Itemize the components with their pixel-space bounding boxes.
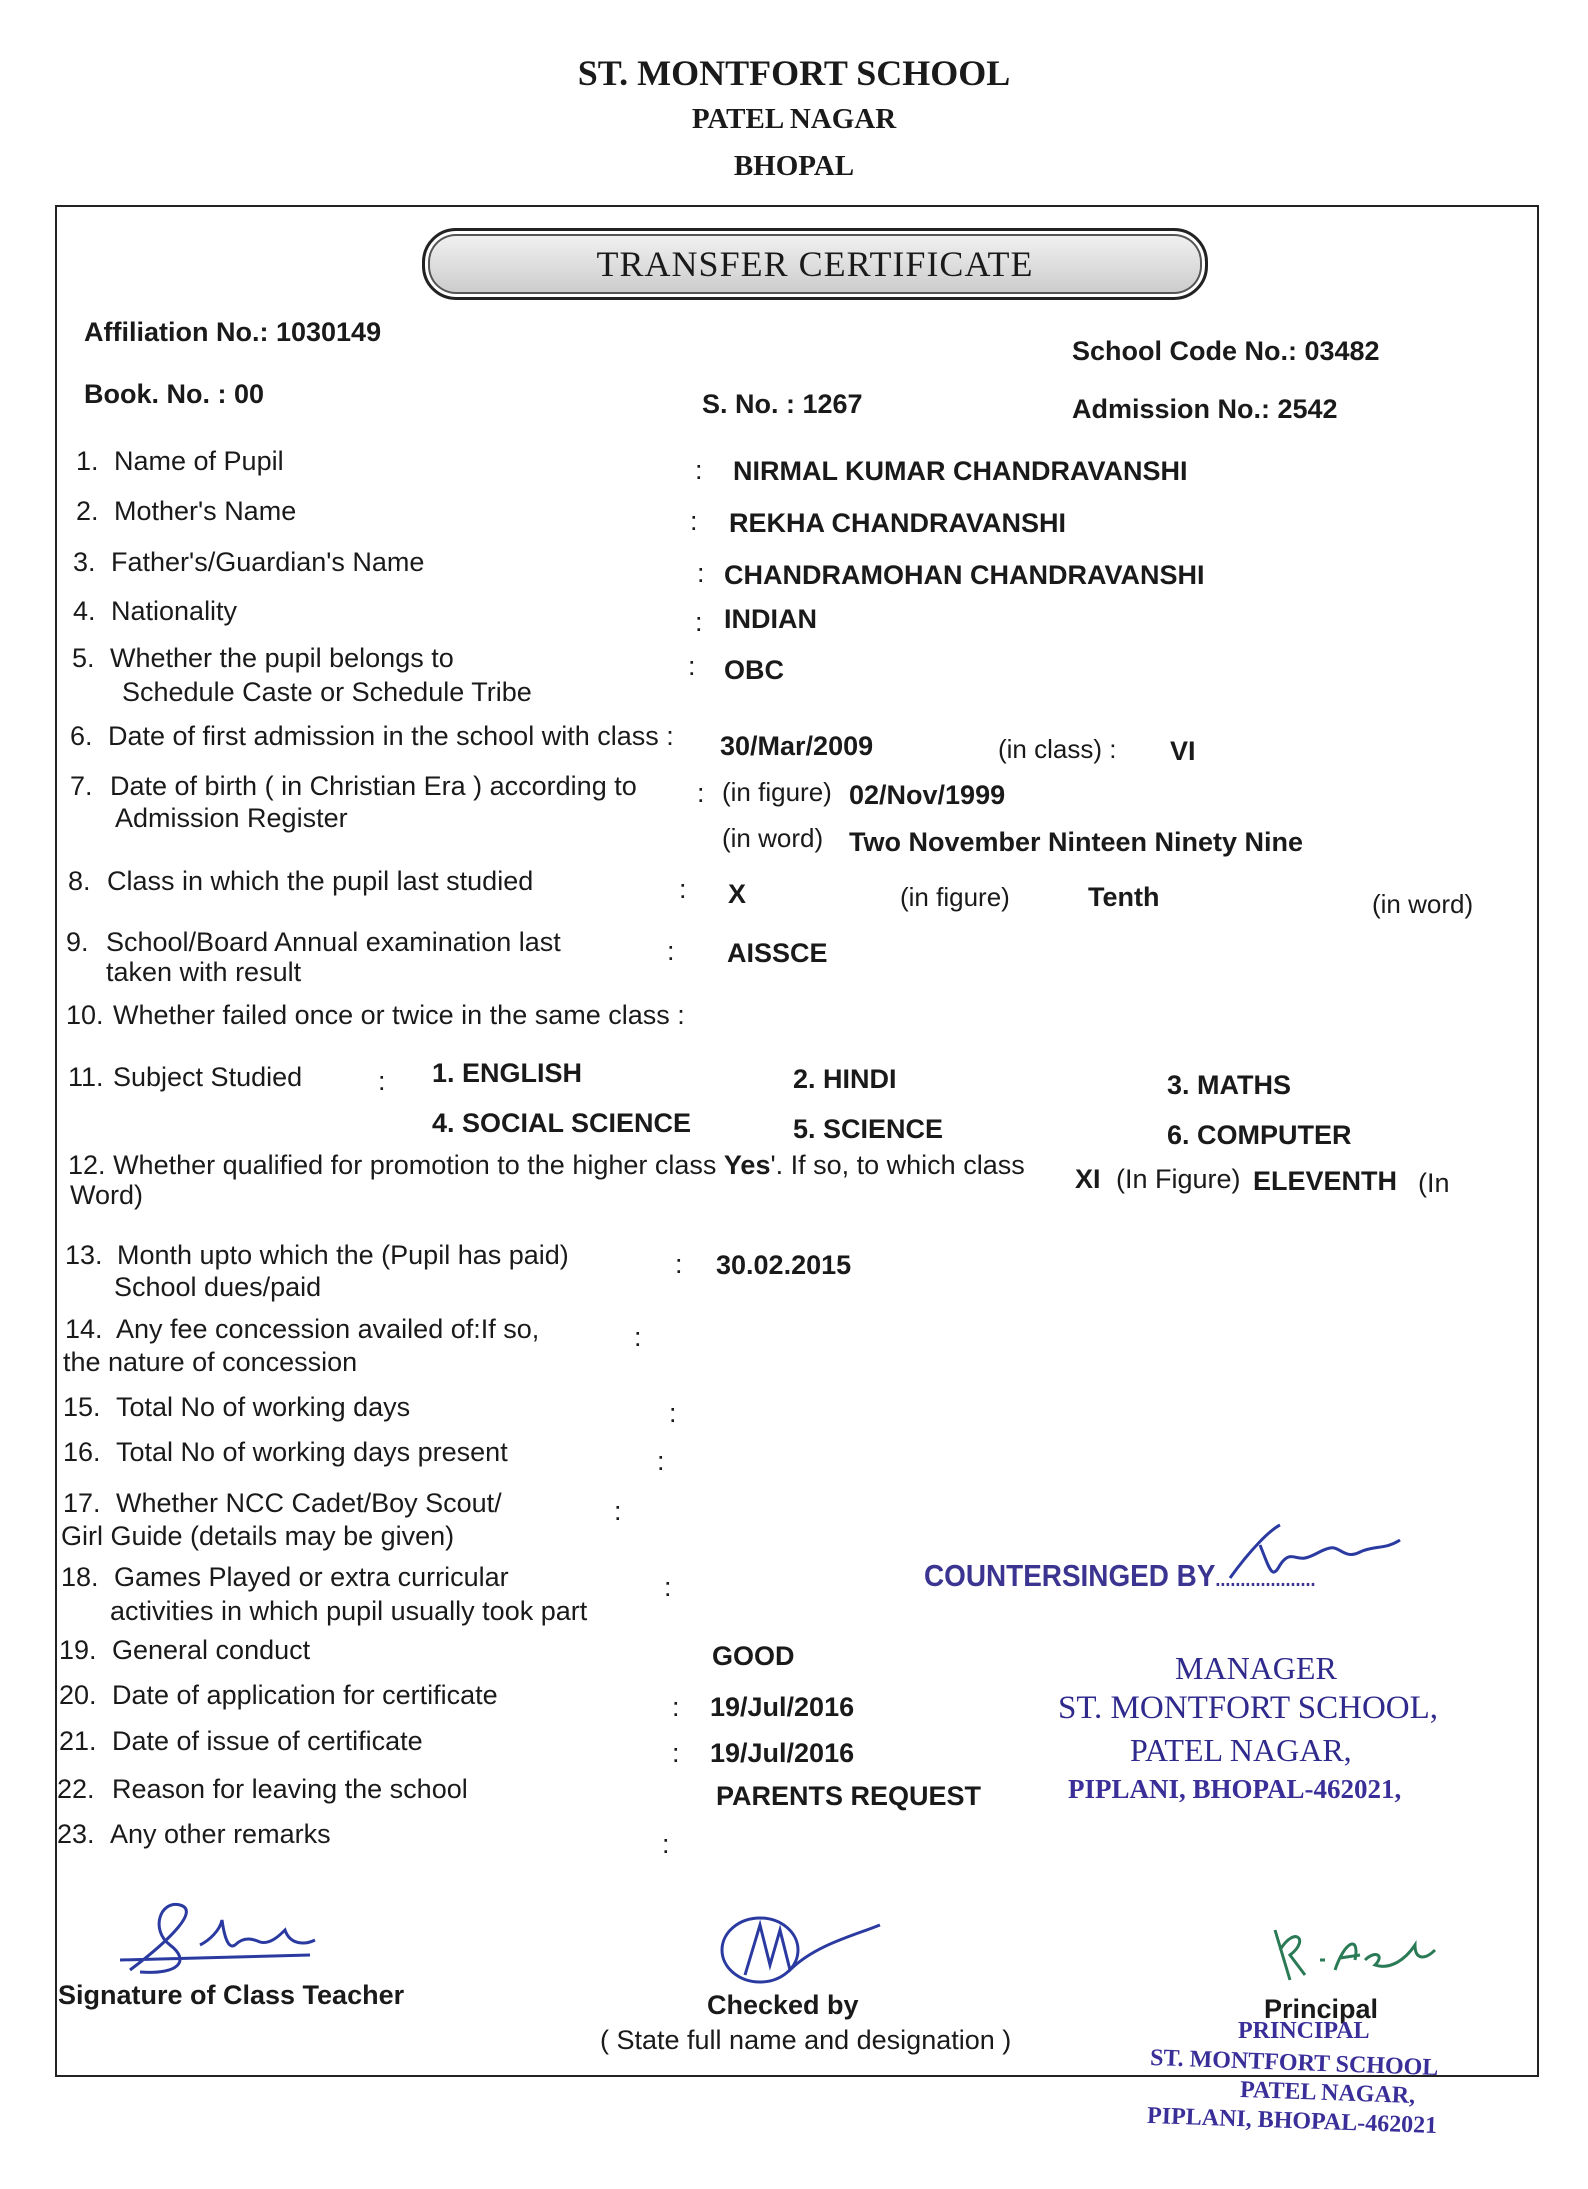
principal-stamp-school: ST. MONTFORT SCHOOL [1149,2044,1439,2082]
colon: : [667,936,675,966]
label-issue-date: Date of issue of certificate [112,1726,423,1756]
manager-stamp-school: ST. MONTFORT SCHOOL, [1058,1690,1439,1726]
label-in-figure: (in figure) [722,777,832,807]
subject-item: 3. MATHS [1167,1070,1292,1100]
promotion-line [68,1150,1025,1181]
row-number: 10. [66,1000,104,1030]
row-number: 15. [63,1392,101,1422]
row-number: 20. [59,1680,97,1710]
label-leaving-reason: Reason for leaving the school [112,1774,468,1804]
colon: : [679,874,687,904]
value-admission-class: VI [1170,736,1196,766]
serial-number: S. No. : 1267 [702,389,863,419]
value-mother-name: REKHA CHANDRAVANSHI [729,508,1066,538]
label-in-figure: (In Figure) [1116,1164,1241,1194]
row-number: 13. [65,1240,103,1270]
certificate-title: TRANSFER CERTIFICATE [422,228,1208,300]
label-nationality: Nationality [111,596,238,626]
label-concession: Any fee concession availed of:If so, [116,1314,540,1344]
colon: : [657,1446,665,1476]
label-in-word-start: (In [1418,1168,1450,1198]
row-number: 18. [61,1562,99,1592]
row-number: 9. [66,927,89,957]
school-city: BHOPAL [733,150,855,182]
school-name: ST. MONTFORT SCHOOL [577,53,1011,93]
row-number: 12. [68,1150,106,1180]
school-code: School Code No.: 03482 [1072,336,1380,366]
subject-item: 5. SCIENCE [793,1114,944,1144]
label-in-word: (in word) [1372,889,1474,919]
class-teacher-signature-icon [110,1900,330,1980]
label-dob: Date of birth ( in Christian Era ) according to [110,771,637,801]
admission-number: Admission No.: 2542 [1072,394,1338,424]
label-ncc-line2: Girl Guide (details may be given) [61,1521,455,1551]
label-conduct: General conduct [112,1635,311,1665]
label-in-class: (in class) : [998,734,1117,764]
value-last-class-figure: X [728,879,747,909]
checked-by-signature-icon [715,1905,895,1985]
colon: : [669,1398,677,1428]
label-promotion: Whether qualified for promotion to the higher class [113,1150,717,1180]
manager-stamp-area: PATEL NAGAR, [1130,1732,1352,1768]
value-dues: 30.02.2015 [716,1250,852,1280]
value-promotion-class-figure: XI [1075,1164,1101,1194]
row-number: 11. [68,1062,104,1092]
colon: : [614,1496,622,1526]
colon: : [695,607,703,637]
subject-item: 6. COMPUTER [1167,1120,1352,1150]
label-subjects: Subject Studied [113,1062,303,1092]
principal-stamp-area: PATEL NAGAR, [1239,2076,1416,2110]
value-exam: AISSCE [727,938,828,968]
colon: : [634,1322,642,1352]
row-number: 2. [76,496,99,526]
school-area: PATEL NAGAR [691,103,897,135]
colon: : [697,558,705,588]
row-number: 1. [76,446,99,476]
label-exam-line2: taken with result [106,957,302,987]
affiliation-number: Affiliation No.: 1030149 [84,317,382,347]
colon: : [690,506,698,536]
countersigned-label: COUNTERSINGED BY [924,1558,1216,1593]
value-application-date: 19/Jul/2016 [710,1692,855,1722]
label-first-admission: Date of first admission in the school with class : [108,721,674,751]
label-dues: Month upto which the (Pupil has paid) [117,1240,569,1270]
label-games-line2: activities in which pupil usually took part [110,1596,588,1626]
label-in-figure: (in figure) [900,882,1010,912]
value-father-name: CHANDRAMOHAN CHANDRAVANSHI [724,560,1205,590]
colon: : [695,455,703,485]
value-dob-figure: 02/Nov/1999 [849,780,1006,810]
label-days-present: Total No of working days present [116,1437,508,1467]
row-number: 7. [70,771,93,801]
principal-label: Principal [1264,1994,1379,2024]
label-failed: Whether failed once or twice in the same class : [113,1000,685,1030]
class-teacher-label: Signature of Class Teacher [58,1980,405,2010]
label-last-class: Class in which the pupil last studied [107,866,534,896]
value-last-class-word: Tenth [1088,882,1160,912]
row-number: 17. [63,1488,101,1518]
value-promotion-yes: Yes [723,1150,771,1180]
value-nationality: INDIAN [724,604,817,634]
row-number: 16. [63,1437,101,1467]
value-issue-date: 19/Jul/2016 [710,1738,855,1768]
principal-signature-icon [1265,1920,1445,2000]
colon: : [697,778,705,808]
label-exam: School/Board Annual examination last [106,927,561,957]
label-father-name: Father's/Guardian's Name [111,547,425,577]
countersigned-dots: .................... [1215,1569,1316,1591]
checked-by-label: Checked by [707,1990,859,2020]
colon: : [378,1066,386,1096]
label-caste-line2: Schedule Caste or Schedule Tribe [122,677,532,707]
row-number: 14. [65,1314,103,1344]
label-working-days: Total No of working days [116,1392,411,1422]
label-promotion-class: '. If so, to which class [770,1150,1025,1180]
subject-item: 2. HINDI [793,1064,897,1094]
row-number: 19. [59,1635,97,1665]
subject-item: 1. ENGLISH [432,1058,583,1088]
subject-item: 4. SOCIAL SCIENCE [432,1108,692,1138]
value-pupil-name: NIRMAL KUMAR CHANDRAVANSHI [733,456,1188,486]
colon: : [664,1572,672,1602]
row-number: 22. [57,1774,95,1804]
label-caste: Whether the pupil belongs to [110,643,454,673]
manager-stamp-address: PIPLANI, BHOPAL-462021, [1068,1774,1402,1804]
row-number: 5. [72,643,95,673]
label-dob-line2: Admission Register [115,803,348,833]
checked-by-note: ( State full name and designation ) [600,2025,1012,2055]
label-application-date: Date of application for certificate [112,1680,498,1710]
row-number: 8. [68,866,91,896]
value-first-admission-date: 30/Mar/2009 [720,731,874,761]
value-promotion-class-word: ELEVENTH [1253,1166,1398,1196]
principal-stamp-address: PIPLANI, BHOPAL-462021 [1146,2102,1438,2140]
label-in-word: (in word) [722,823,824,853]
row-number: 21. [59,1726,97,1756]
value-dob-word: Two November Ninteen Ninety Nine [849,827,1304,857]
colon: : [672,1738,680,1768]
book-number: Book. No. : 00 [84,379,265,409]
colon: : [672,1692,680,1722]
label-dues-line2: School dues/paid [114,1272,322,1302]
value-leaving-reason: PARENTS REQUEST [716,1781,982,1811]
colon: : [662,1829,670,1859]
row-number: 6. [70,721,93,751]
label-games: Games Played or extra curricular [114,1562,509,1592]
label-pupil-name: Name of Pupil [114,446,284,476]
row-number: 4. [73,596,96,626]
manager-signature-icon [1210,1520,1410,1590]
label-ncc: Whether NCC Cadet/Boy Scout/ [116,1488,502,1518]
colon: : [675,1249,683,1279]
colon: : [688,651,696,681]
manager-stamp-title: MANAGER [1175,1650,1337,1686]
label-in-word-end: Word) [70,1180,144,1210]
row-number: 23. [57,1819,95,1849]
value-caste: OBC [724,655,784,685]
label-mother-name: Mother's Name [114,496,297,526]
label-concession-line2: the nature of concession [63,1347,358,1377]
value-conduct: GOOD [712,1641,795,1671]
label-remarks: Any other remarks [110,1819,331,1849]
row-number: 3. [73,547,96,577]
principal-stamp-title: PRINCIPAL [1238,2018,1370,2044]
